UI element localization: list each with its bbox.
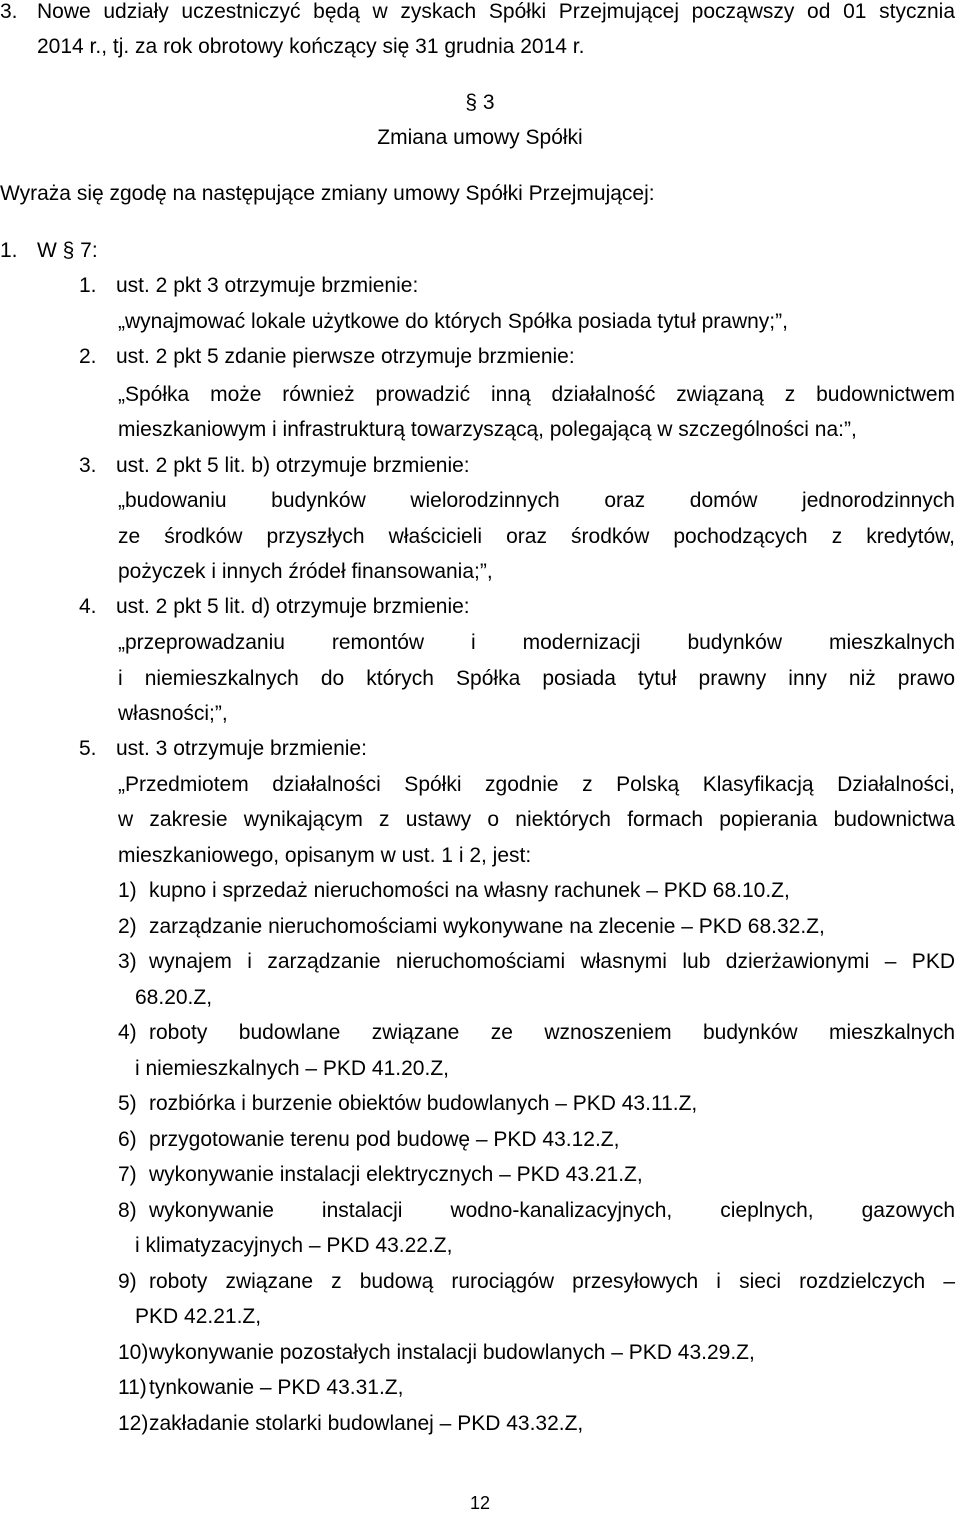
pkd-text: przygotowanie terenu pod budowę – PKD 43.12.Z, — [149, 1128, 620, 1151]
amendment-head: ust. 2 pkt 3 otrzymuje brzmienie: — [116, 274, 419, 297]
pkd-text: rozbiórka i burzenie obiektów budowlanych – PKD 43.11.Z, — [149, 1092, 698, 1115]
pkd-text: 68.20.Z, — [135, 986, 213, 1009]
pkd-text: roboty budowlane związane ze wznoszeniem budynków mieszkalnych — [149, 1021, 955, 1044]
amendment-text: „wynajmować lokale użytkowe do których Spółka posiada tytuł prawny;”, — [118, 310, 788, 333]
page-number: 12 — [469, 1493, 491, 1513]
intro-line-1: Nowe udziały uczestniczyć będą w zyskach Spółki Przejmującej począwszy od 01 stycznia — [37, 0, 955, 23]
pkd-number: 8) — [118, 1199, 137, 1222]
pkd-text: i niemieszkalnych – PKD 41.20.Z, — [135, 1057, 449, 1080]
amendment-text: własności;”, — [118, 702, 228, 725]
pkd-number: 4) — [118, 1021, 137, 1044]
amendment-text: „budowaniu budynków wielorodzinnych oraz domów jednorodzinnych — [118, 489, 955, 512]
amendment-number: 2. — [79, 345, 97, 368]
outer-item-number: 1. — [0, 239, 18, 262]
pkd-text: i klimatyzacyjnych – PKD 43.22.Z, — [135, 1234, 453, 1257]
amendment-number: 1. — [79, 274, 97, 297]
pkd-number: 1) — [118, 879, 137, 902]
pkd-number: 6) — [118, 1128, 137, 1151]
pkd-text: zarządzanie nieruchomościami wykonywane na zlecenie – PKD 68.32.Z, — [149, 915, 825, 938]
pkd-number: 5) — [118, 1092, 137, 1115]
amendment-text: „przeprowadzaniu remontów i modernizacji budynków mieszkalnych — [118, 631, 955, 654]
pkd-number: 11) — [118, 1376, 147, 1399]
amendment-text: „Przedmiotem działalności Spółki zgodnie z Polską Klasyfikacją Działalności, — [118, 773, 955, 796]
pkd-number: 10) — [118, 1341, 149, 1364]
pkd-number: 7) — [118, 1163, 137, 1186]
pkd-number: 2) — [118, 915, 137, 938]
pkd-text: wykonywanie instalacji wodno-kanalizacyjnych, cieplnych, gazowych — [149, 1199, 955, 1222]
amendment-number: 5. — [79, 737, 97, 760]
pkd-text: wynajem i zarządzanie nieruchomościami własnymi lub dzierżawionymi – PKD — [149, 950, 955, 973]
amendment-text: mieszkaniowym i infrastrukturą towarzyszącą, polegającą w szczególności na:”, — [118, 418, 857, 441]
intro-number: 3. — [0, 0, 18, 23]
section-symbol: § 3 — [465, 91, 495, 114]
amendment-text: i niemieszkalnych do których Spółka posiada tytuł prawny inny niż prawo — [118, 667, 955, 690]
pkd-text: wykonywanie pozostałych instalacji budowlanych – PKD 43.29.Z, — [149, 1341, 755, 1364]
amendment-text: w zakresie wynikającym z ustawy o niektórych formach popierania budownictwa — [118, 808, 955, 831]
pkd-text: PKD 42.21.Z, — [135, 1305, 262, 1328]
amendment-text: pożyczek i innych źródeł finansowania;”, — [118, 560, 493, 583]
outer-item-label: W § 7: — [37, 239, 98, 262]
amendment-text: mieszkaniowego, opisanym w ust. 1 i 2, jest: — [118, 844, 532, 867]
pkd-text: tynkowanie – PKD 43.31.Z, — [149, 1376, 404, 1399]
section-lead: Wyraża się zgodę na następujące zmiany umowy Spółki Przejmującej: — [0, 182, 655, 205]
pkd-text: kupno i sprzedaż nieruchomości na własny rachunek – PKD 68.10.Z, — [149, 879, 790, 902]
amendment-text: „Spółka może również prowadzić inną działalność związaną z budownictwem — [118, 383, 955, 406]
pkd-text: zakładanie stolarki budowlanej – PKD 43.32.Z, — [149, 1412, 584, 1435]
amendment-number: 4. — [79, 595, 97, 618]
pkd-text: roboty związane z budową rurociągów przesyłowych i sieci rozdzielczych – — [149, 1270, 955, 1293]
pkd-text: wykonywanie instalacji elektrycznych – PKD 43.21.Z, — [149, 1163, 643, 1186]
pkd-number: 12) — [118, 1412, 149, 1435]
intro-line-2: 2014 r., tj. za rok obrotowy kończący się 31 grudnia 2014 r. — [37, 35, 585, 58]
pkd-number: 9) — [118, 1270, 137, 1293]
section-title: Zmiana umowy Spółki — [377, 126, 583, 149]
amendment-head: ust. 2 pkt 5 lit. d) otrzymuje brzmienie: — [116, 595, 470, 618]
amendment-number: 3. — [79, 454, 97, 477]
amendment-text: ze środków przyszłych właścicieli oraz środków pochodzących z kredytów, — [118, 525, 955, 548]
amendment-head: ust. 2 pkt 5 zdanie pierwsze otrzymuje brzmienie: — [116, 345, 575, 368]
amendment-head: ust. 2 pkt 5 lit. b) otrzymuje brzmienie: — [116, 454, 470, 477]
pkd-number: 3) — [118, 950, 137, 973]
amendment-head: ust. 3 otrzymuje brzmienie: — [116, 737, 367, 760]
